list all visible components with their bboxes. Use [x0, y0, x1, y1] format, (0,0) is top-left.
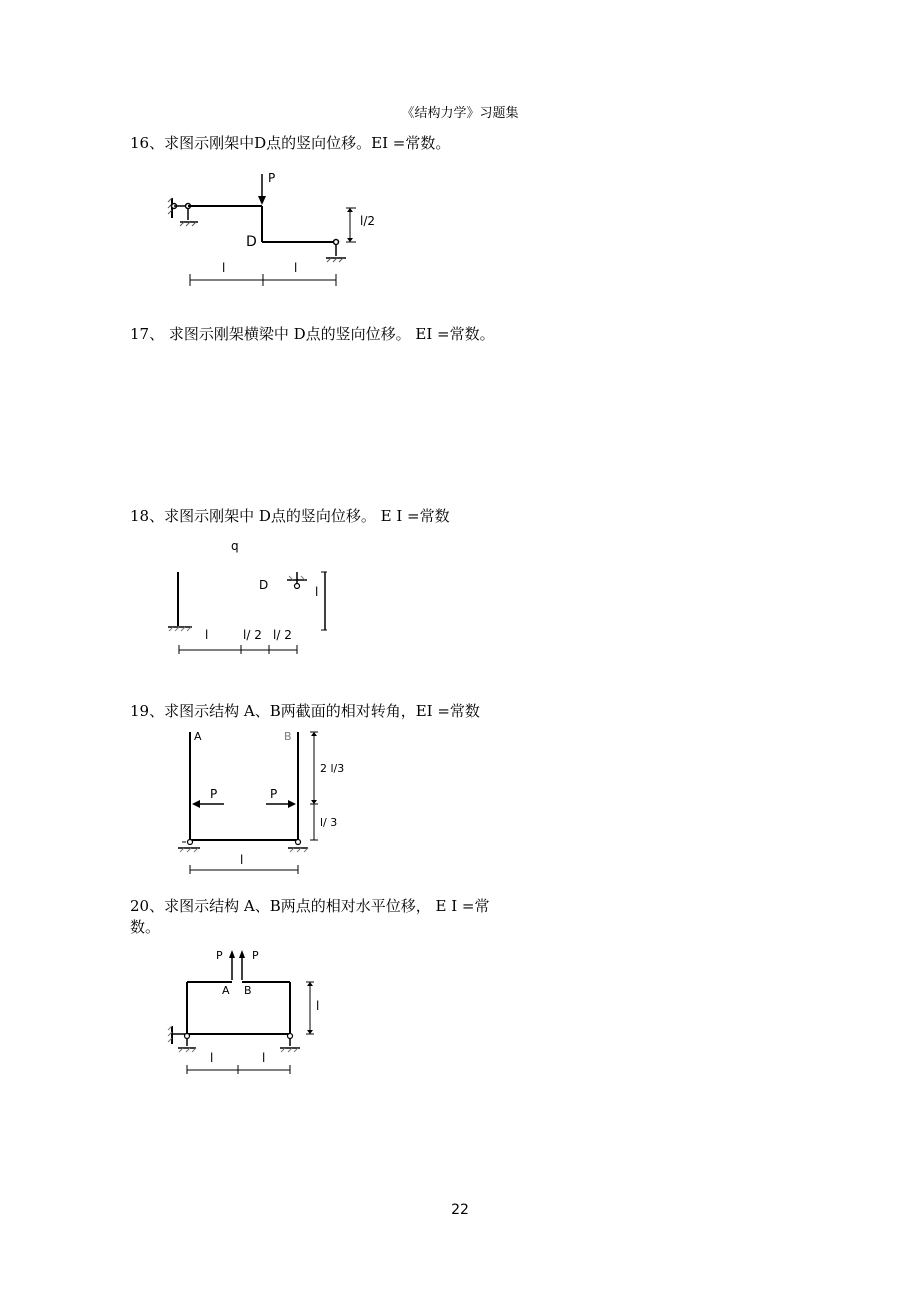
fig20-label-a: A [222, 984, 230, 997]
fig20-dim-h2: l [262, 1051, 266, 1065]
figure-18-frame-diagram [165, 532, 345, 662]
fig16-dim-h1: l [222, 261, 226, 275]
fig18-dim-v: l [315, 585, 319, 599]
fig18-dim-h3: l/ 2 [273, 628, 292, 642]
fig20-label-b: B [244, 984, 252, 997]
fig16-dim-v: l/2 [360, 214, 376, 228]
fig19-label-a: A [194, 730, 202, 743]
question-20-text-line1: 20、求图示结构 A、B两点的相对水平位移， E I =常 [130, 897, 490, 915]
fig18-dim-h2: l/ 2 [243, 628, 262, 642]
fig19-load-left: P [210, 787, 218, 801]
fig20-dim-v: l [316, 999, 320, 1013]
fig19-dim-v1: 2 l/3 [320, 762, 345, 775]
page-number: 22 [451, 1202, 469, 1218]
running-header: 《结构力学》习题集 [401, 106, 519, 121]
question-18-text: 18、求图示刚架中 D点的竖向位移。 E I =常数 [130, 507, 450, 525]
figure-20-frame-diagram [160, 944, 340, 1080]
figure-16-frame-diagram [160, 168, 380, 288]
question-17-text: 17、 求图示刚架横梁中 D点的竖向位移。 EI =常数。 [130, 325, 495, 343]
fig20-dim-h1: l [210, 1051, 214, 1065]
figure-19-frame-diagram [170, 726, 360, 886]
fig19-load-right: P [270, 787, 278, 801]
fig20-load-left: P [216, 949, 223, 962]
question-20-text-line2: 数。 [130, 918, 161, 936]
fig16-point-label: D [246, 234, 257, 250]
fig18-load-label: q [231, 539, 239, 553]
fig19-label-b: B [284, 730, 292, 743]
fig18-dim-h1: l [205, 628, 209, 642]
fig20-load-right: P [252, 949, 259, 962]
fig19-dim-h: l [240, 853, 244, 867]
fig16-dim-h2: l [294, 261, 298, 275]
question-16-text: 16、求图示刚架中D点的竖向位移。EI =常数。 [130, 134, 451, 152]
fig18-point-label: D [259, 578, 269, 592]
fig19-dim-v2: l/ 3 [320, 816, 338, 829]
question-19-text: 19、求图示结构 A、B两截面的相对转角，EI =常数 [130, 702, 480, 720]
fig16-load-label: P [268, 171, 276, 185]
